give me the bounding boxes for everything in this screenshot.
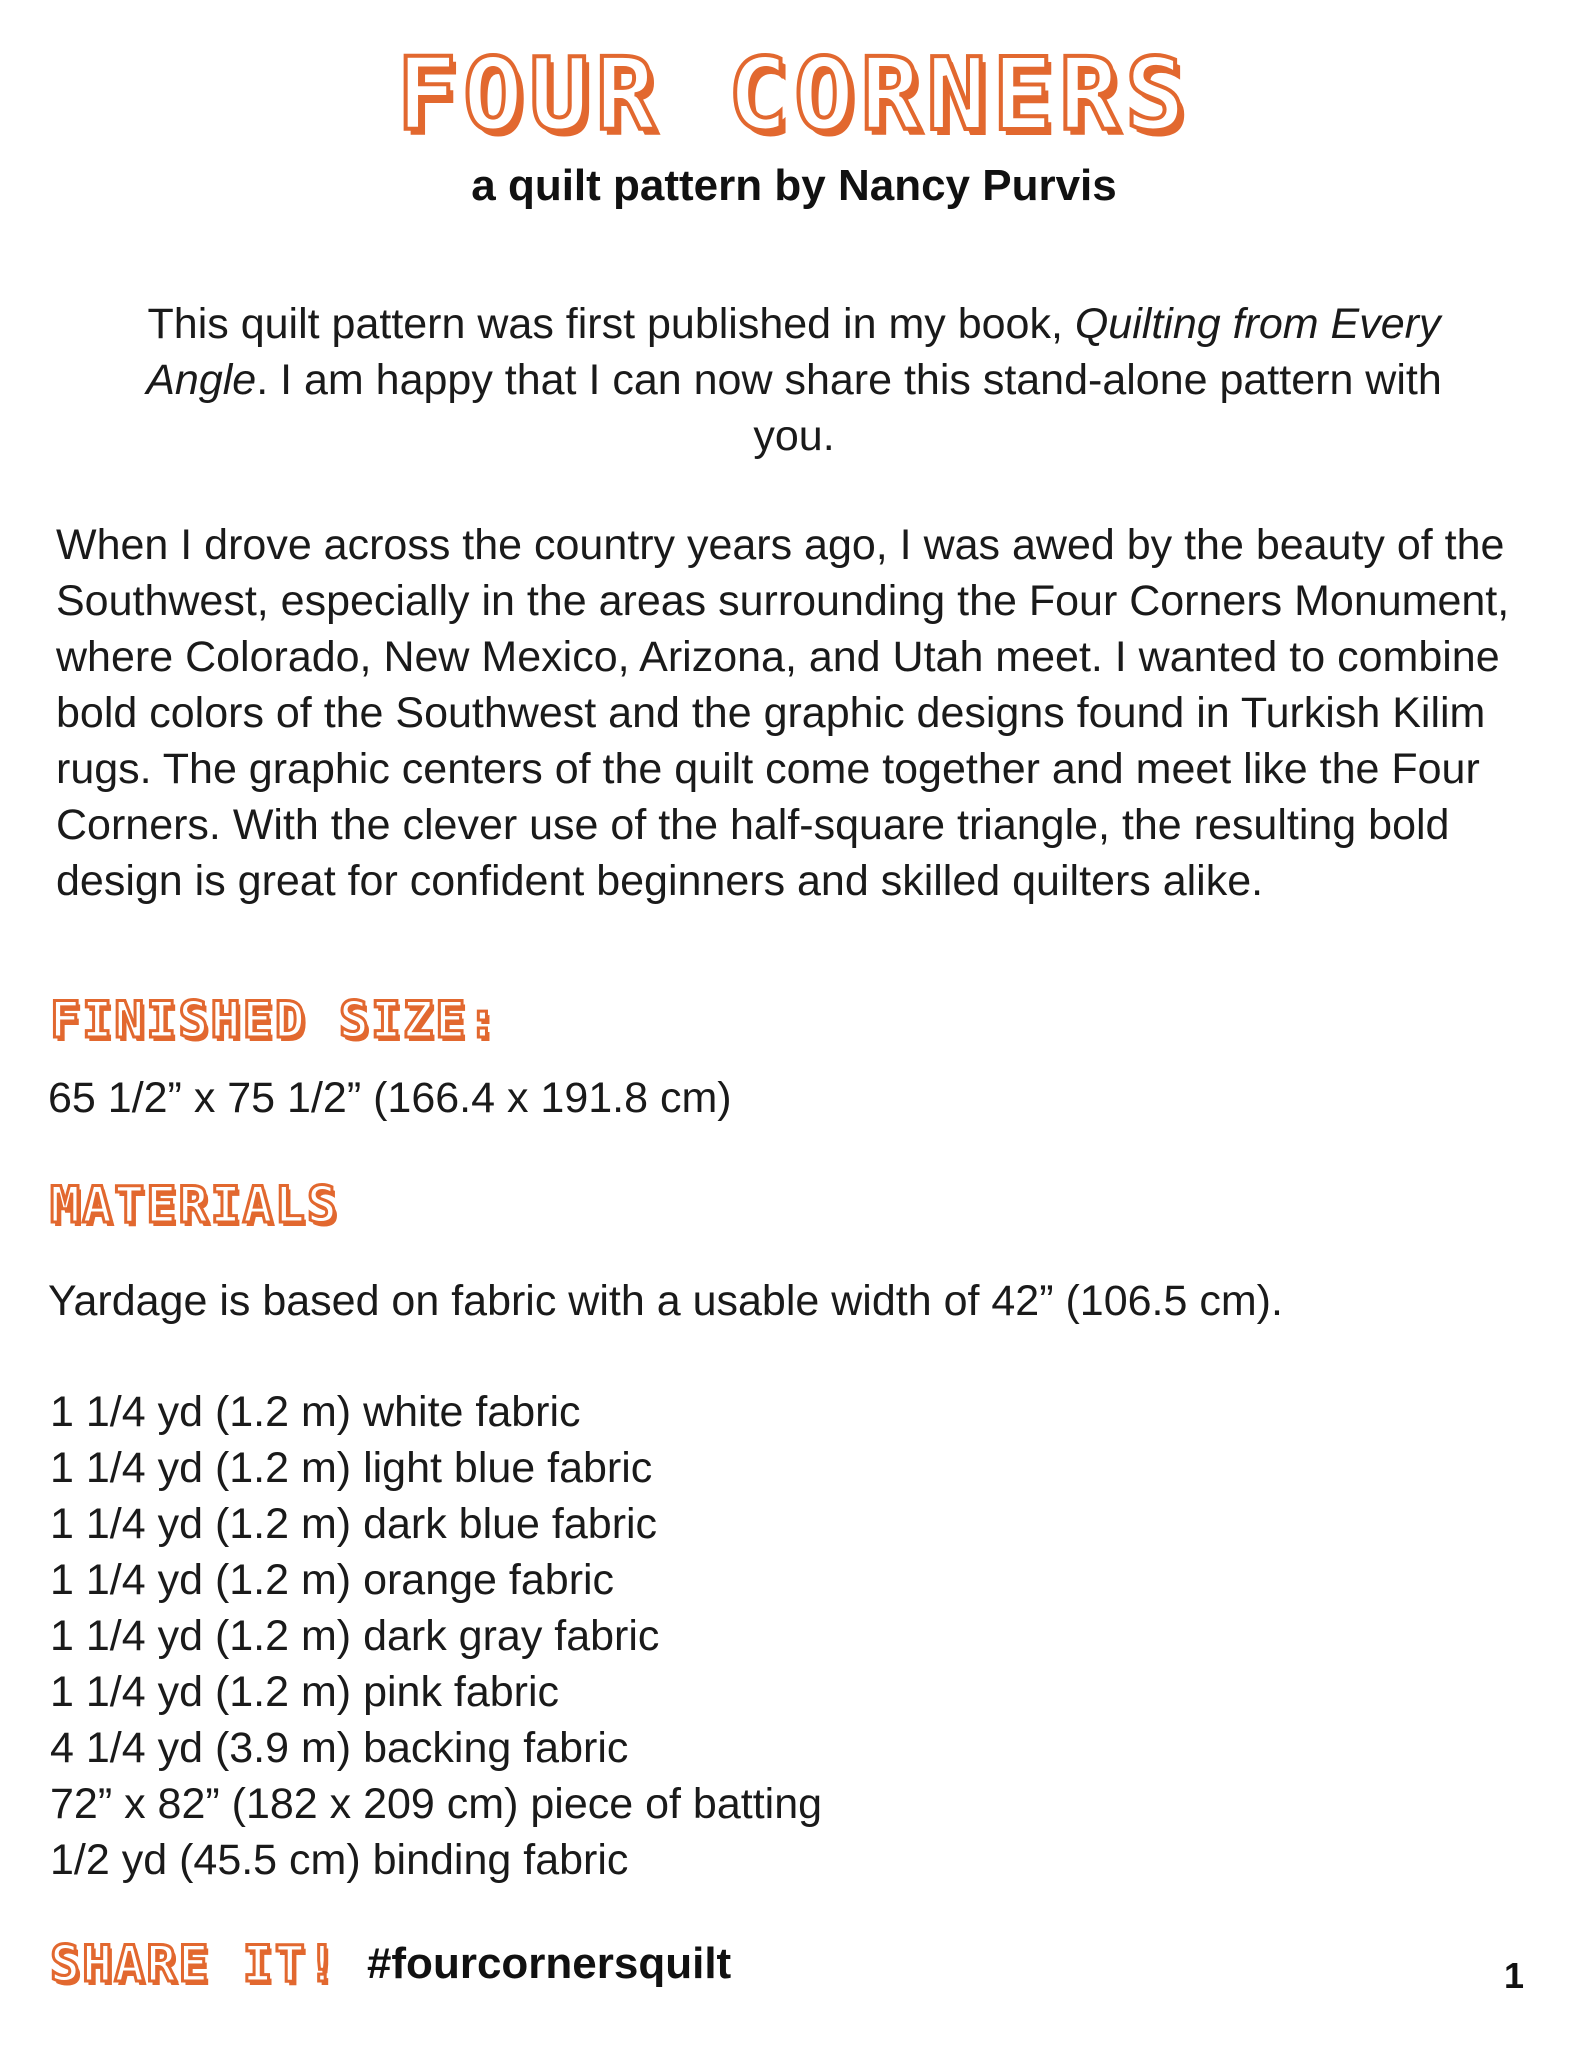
page-subtitle: a quilt pattern by Nancy Purvis (471, 161, 1117, 210)
story-paragraph: When I drove across the country years ago, I was awed by the beauty of the Southwest, especially in the areas surrounding the Four Corners Monument, where Colorado, New Mexico, Arizona, and Utah meet. I wanted to combine bold colors of the Southwest and the graphic designs found in Turkish Kilim rugs. The graphic centers of the quilt come together and meet like the Four Corners. With the clever use of the half-square triangle, the resulting bold design is great for confident beginners and skilled quilters alike. (56, 521, 1510, 905)
finished-size-heading: FINISHED SIZE: (50, 991, 500, 1049)
list-item: 72” x 82” (182 x 209 cm) piece of batting (50, 1780, 823, 1828)
list-item: 1 1/4 yd (1.2 m) dark blue fabric (50, 1500, 658, 1548)
intro-text-start: This quilt pattern was first published in my book, (147, 300, 1075, 348)
list-item: 1 1/4 yd (1.2 m) white fabric (50, 1388, 581, 1436)
page-number: 1 (1503, 1955, 1524, 1996)
list-item: 1 1/4 yd (1.2 m) pink fabric (50, 1668, 560, 1716)
page-title: FOUR CORNERS (396, 36, 1192, 153)
yardage-note: Yardage is based on fabric with a usable width of 42” (106.5 cm). (48, 1277, 1283, 1325)
share-row (50, 1934, 731, 1994)
materials-list (50, 1384, 822, 1888)
share-heading: SHARE IT! (50, 1935, 339, 1993)
list-item: 1 1/4 yd (1.2 m) light blue fabric (50, 1444, 653, 1492)
finished-size-value: 65 1/2” x 75 1/2” (166.4 x 191.8 cm) (48, 1074, 732, 1122)
book-title: Quilting from Every Angle (146, 300, 1441, 404)
list-item: 1/2 yd (45.5 cm) binding fabric (50, 1836, 629, 1884)
list-item: 1 1/4 yd (1.2 m) dark gray fabric (50, 1612, 660, 1660)
hashtag: #fourcornersquilt (366, 1939, 732, 1988)
intro-paragraph (120, 296, 1468, 464)
list-item: 4 1/4 yd (3.9 m) backing fabric (50, 1724, 629, 1772)
intro-text-end: . I am happy that I can now share this stand-alone pattern with you. (256, 356, 1442, 460)
materials-heading: MATERIALS (50, 1176, 339, 1234)
list-item: 1 1/4 yd (1.2 m) orange fabric (50, 1556, 615, 1604)
